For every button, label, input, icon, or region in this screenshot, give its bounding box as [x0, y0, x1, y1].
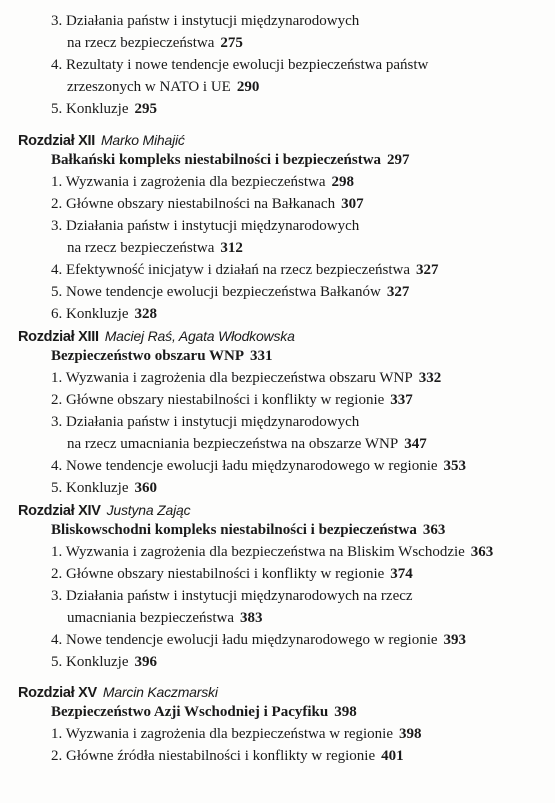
chapter-author: Marcin Kaczmarski [102, 684, 218, 700]
entry-text: 5. Konkluzje [51, 480, 129, 496]
chapter-heading [18, 131, 439, 149]
entry-text: 1. Wyzwania i zagrożenia dla bezpieczeństwa na Bliskim Wschodzie [51, 544, 465, 560]
toc-entry-line [51, 607, 493, 629]
page-number: 396 [134, 654, 157, 670]
toc-entry-line [51, 171, 439, 193]
toc-entry-line [51, 367, 466, 389]
continued-section [51, 10, 428, 120]
toc-entry-line [51, 237, 439, 259]
chapter-title [51, 149, 439, 171]
toc-entry-line [51, 745, 422, 767]
chapter-number: Rozdział XIII [18, 329, 99, 345]
chapter-title [51, 701, 422, 723]
entry-text: 3. Działania państw i instytucji międzynarodowych [51, 414, 360, 430]
page-number: 297 [387, 152, 410, 168]
chapter-number: Rozdział XV [18, 685, 97, 701]
page-number: 290 [236, 79, 260, 95]
entry-text: 3. Działania państw i instytucji międzynarodowych [51, 13, 360, 29]
chapter-author: Maciej Raś, Agata Włodkowska [104, 328, 295, 344]
page-number: 331 [250, 348, 273, 364]
toc-entry-line [51, 541, 493, 563]
toc-entry-line [51, 76, 428, 98]
toc-entry-line [51, 651, 493, 673]
page-number: 363 [470, 544, 494, 560]
toc-entry-line [51, 563, 493, 585]
entry-text: 5. Nowe tendencje ewolucji bezpieczeństwa Bałkanów [51, 284, 381, 300]
toc-entry-line [51, 477, 466, 499]
chapter-xii [18, 131, 439, 325]
page-number: 332 [418, 370, 442, 386]
page-number: 327 [386, 284, 410, 300]
page-number: 328 [134, 306, 157, 322]
chapter-heading [18, 501, 493, 519]
entry-text: 4. Efektywność inicjatyw i działań na rzecz bezpieczeństwa [51, 262, 410, 278]
page-number: 398 [399, 726, 422, 742]
toc-entry-line [51, 585, 493, 607]
page-number: 347 [404, 436, 427, 452]
entry-text: 2. Główne źródła niestabilności i konflikty w regionie [51, 748, 376, 764]
toc-entry-line [51, 98, 428, 120]
chapter-sections [51, 367, 466, 499]
entry-text: 1. Wyzwania i zagrożenia dla bezpieczeństwa [51, 174, 326, 190]
toc-entry-line [51, 629, 493, 651]
chapter-heading [18, 683, 422, 701]
entry-text: 4. Rezultaty i nowe tendencje ewolucji bezpieczeństwa państw [51, 57, 429, 73]
chapter-author: Marko Mihajić [100, 132, 185, 148]
chapter-title-text: Bezpieczeństwo obszaru WNP [51, 348, 245, 364]
chapter-xiii [18, 327, 466, 499]
entry-text: na rzecz umacniania bezpieczeństwa na obszarze WNP [67, 436, 399, 452]
chapter-title-text: Bezpieczeństwo Azji Wschodniej i Pacyfiku [51, 704, 329, 720]
page-number: 337 [390, 392, 413, 408]
page-number: 275 [220, 35, 243, 51]
chapter-xiv [18, 501, 493, 673]
chapter-number: Rozdział XII [18, 133, 95, 149]
toc-entry-line [51, 54, 428, 76]
page-number: 360 [134, 480, 157, 496]
page-number: 312 [220, 240, 243, 256]
entry-text: 4. Nowe tendencje ewolucji ładu międzynarodowego w regionie [51, 632, 438, 648]
toc-entry-line [51, 389, 466, 411]
entry-text: 6. Konkluzje [51, 306, 129, 322]
chapter-number: Rozdział XIV [18, 503, 101, 519]
toc-entry-line [51, 433, 466, 455]
entry-text: na rzecz bezpieczeństwa [67, 240, 215, 256]
page-number: 295 [134, 101, 157, 117]
page-number: 327 [416, 262, 439, 278]
page-number: 307 [341, 196, 364, 212]
page-number: 374 [390, 566, 413, 582]
page-number: 383 [240, 610, 263, 626]
chapter-sections [51, 541, 493, 673]
entry-text: 1. Wyzwania i zagrożenia dla bezpieczeństwa w regionie [51, 726, 393, 742]
page-number: 298 [331, 174, 355, 190]
entry-text: 2. Główne obszary niestabilności i konflikty w regionie [51, 566, 385, 582]
toc-entry-line [51, 303, 439, 325]
page-number: 363 [422, 522, 446, 538]
chapter-title-text: Bliskowschodni kompleks niestabilności i bezpieczeństwa [51, 522, 417, 538]
toc-entry-line [51, 455, 466, 477]
chapter-xv [18, 683, 422, 767]
toc-entry-line [51, 259, 439, 281]
page-number: 353 [443, 458, 467, 474]
entry-text: 5. Konkluzje [51, 101, 129, 117]
entry-text: 2. Główne obszary niestabilności na Bałkanach [51, 196, 336, 212]
chapter-sections [51, 171, 439, 325]
toc-entry-line [51, 411, 466, 433]
toc-entry-line [51, 32, 428, 54]
chapter-title-text: Bałkański kompleks niestabilności i bezpieczeństwa [51, 152, 382, 168]
toc-entry-line [51, 10, 428, 32]
chapter-title [51, 519, 493, 541]
toc-entry-line [51, 281, 439, 303]
entry-text: 5. Konkluzje [51, 654, 129, 670]
entry-text: zrzeszonych w NATO i UE [67, 79, 231, 95]
toc-entry-line [51, 215, 439, 237]
entry-text: 3. Działania państw i instytucji międzynarodowych [51, 218, 360, 234]
chapter-heading [18, 327, 466, 345]
chapter-author: Justyna Zając [106, 502, 191, 518]
chapter-title [51, 345, 466, 367]
toc-entry-line [51, 723, 422, 745]
entry-text: 3. Działania państw i instytucji międzynarodowych na rzecz [51, 588, 413, 604]
chapter-sections [51, 723, 422, 767]
entry-text: 2. Główne obszary niestabilności i konflikty w regionie [51, 392, 385, 408]
page-number: 398 [334, 704, 357, 720]
entry-text: 1. Wyzwania i zagrożenia dla bezpieczeństwa obszaru WNP [51, 370, 413, 386]
entry-text: na rzecz bezpieczeństwa [67, 35, 215, 51]
entry-text: 4. Nowe tendencje ewolucji ładu międzynarodowego w regionie [51, 458, 438, 474]
page-number: 393 [443, 632, 467, 648]
toc-entry-line [51, 193, 439, 215]
page-number: 401 [381, 748, 404, 764]
entry-text: umacniania bezpieczeństwa [67, 610, 234, 626]
